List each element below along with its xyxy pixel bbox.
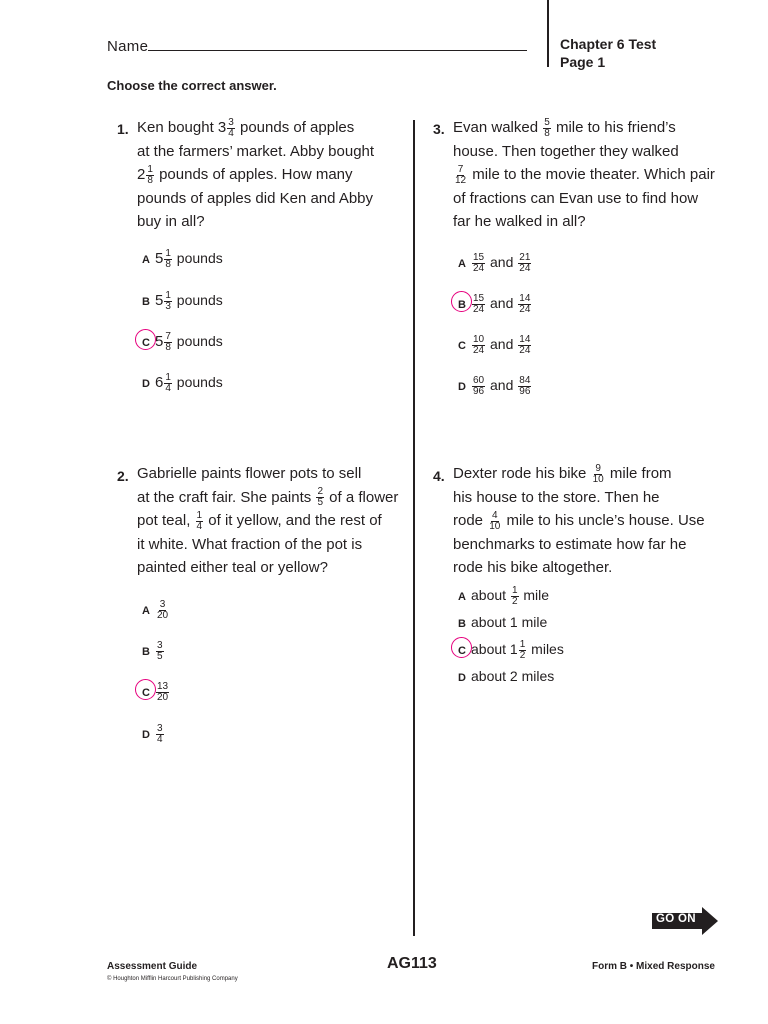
name-field[interactable] [148, 50, 527, 51]
question-2-number: 2. [117, 468, 129, 484]
q3-text-part: mile to the movie theater. Which pair [468, 166, 715, 183]
q4-choice-a[interactable] [453, 585, 549, 607]
q2-fraction: $\frac{2}{5}$ [317, 486, 323, 509]
q4-fraction: $\frac{9}{10}$ [592, 462, 604, 485]
q1-text-line: buy in all? [137, 213, 205, 230]
q2-text-part: of it yellow, and the rest of [204, 512, 382, 529]
q1-fraction: $\frac{1}{8}$ [147, 163, 153, 186]
choice-letter: D [142, 378, 150, 390]
choice-letter-selected: C [137, 683, 155, 703]
q1-choice-d[interactable] [137, 372, 223, 394]
question-3-number: 3. [433, 121, 445, 137]
q2-text-part: of a flower [325, 488, 399, 506]
q1-fraction: $\frac{3}{4}$ [228, 116, 234, 139]
q4-text-part: Dexter rode his bike [453, 465, 591, 482]
choice-fraction: $\frac{10}{24}$ [473, 333, 485, 356]
q4-text-line: benchmarks to estimate how far he [453, 535, 687, 553]
q3-choice-b[interactable] [453, 293, 532, 315]
q3-text-part: Evan walked [453, 119, 543, 136]
q4-text-part: mile to his uncle’s house. Use [502, 512, 705, 529]
choice-text: about 1 mile [471, 614, 548, 630]
choice-unit: pounds [172, 333, 223, 349]
q1-choice-a[interactable] [137, 248, 223, 270]
choice-fraction: $\frac{21}{24}$ [519, 251, 531, 274]
choice-letter-selected: C [453, 641, 471, 661]
q1-text-line: at the farmers’ market. Abby bought [137, 142, 375, 160]
go-on-button[interactable] [652, 907, 718, 935]
choice-letter-selected: C [137, 333, 155, 353]
chapter-heading [560, 35, 656, 71]
page-label: Page 1 [560, 54, 606, 70]
choice-whole: 6 [155, 374, 164, 391]
choice-and: and [486, 295, 518, 311]
footer-copyright: © Houghton Mifflin Harcourt Publishing Company [107, 976, 238, 982]
question-4-number: 4. [433, 468, 445, 484]
choice-text: miles [527, 641, 564, 657]
go-on-label: GO ON [656, 913, 696, 925]
choice-fraction: $\frac{60}{96}$ [473, 374, 485, 397]
choice-whole: 5 [155, 292, 164, 309]
q1-text-part: pounds of apples [235, 119, 355, 136]
choice-unit: pounds [172, 292, 223, 308]
choice-fraction: $\frac{15}{24}$ [473, 292, 485, 315]
choice-letter-selected: B [453, 295, 471, 315]
q2-choice-a[interactable] [137, 599, 170, 621]
question-3-text [453, 116, 718, 234]
choice-fraction: $\frac{1}{4}$ [165, 371, 171, 394]
chapter-title: Chapter 6 Test [560, 36, 657, 52]
question-2-text [137, 462, 402, 580]
choice-letter: D [458, 672, 466, 684]
choice-letter: D [142, 729, 150, 741]
q3-text-line: house. Then together they walked [453, 142, 679, 160]
choice-fraction: $\frac{1}{2}$ [519, 638, 526, 661]
q3-choice-a[interactable] [453, 252, 532, 274]
footer-assessment-guide: Assessment Guide [107, 961, 198, 972]
choice-letter: B [142, 646, 150, 658]
choice-text: about [471, 587, 510, 603]
q4-fraction: $\frac{4}{10}$ [489, 509, 501, 532]
q2-text-line: it white. What fraction of the pot is [137, 535, 363, 553]
choice-and: and [486, 336, 518, 352]
choice-fraction: $\frac{1}{8}$ [165, 247, 171, 270]
q2-choice-b[interactable] [137, 640, 165, 662]
choice-text: about 1 [471, 641, 518, 657]
choice-and: and [486, 377, 518, 393]
choice-letter: C [458, 340, 466, 352]
q3-choice-d[interactable] [453, 375, 532, 397]
q3-fraction: $\frac{7}{12}$ [455, 163, 467, 186]
choice-letter: A [458, 258, 466, 270]
question-1-number: 1. [117, 121, 129, 137]
q4-text-line: his house to the store. Then he [453, 488, 660, 506]
q2-text-part: pot teal, [137, 512, 195, 529]
q2-text-line: painted either teal or yellow? [137, 559, 328, 576]
q4-text-part: rode [453, 512, 488, 529]
choice-whole: 5 [155, 250, 164, 267]
choice-fraction: $\frac{13}{20}$ [157, 680, 169, 703]
q3-fraction: $\frac{5}{8}$ [544, 116, 550, 139]
q2-choice-c[interactable] [137, 681, 170, 703]
q1-text-part: pounds of apples. How many [154, 166, 353, 183]
q1-text-line: pounds of apples did Ken and Abby [137, 189, 374, 207]
q1-text-part: Ken bought 3 [137, 119, 227, 136]
page-number: AG113 [387, 955, 437, 972]
choice-fraction: $\frac{84}{96}$ [519, 374, 531, 397]
question-4-text [453, 462, 718, 580]
choice-unit: pounds [172, 374, 223, 390]
choice-fraction: $\frac{3}{5}$ [157, 639, 163, 662]
choice-fraction: $\frac{1}{3}$ [165, 289, 171, 312]
q3-text-part: mile to his friend’s [551, 119, 676, 136]
choice-letter: A [142, 605, 150, 617]
q4-choice-d[interactable] [453, 666, 554, 688]
q1-text-part: 2 [137, 166, 146, 183]
choice-fraction: $\frac{3}{4}$ [157, 722, 163, 745]
q2-text-part: at the craft fair. She paints [137, 488, 316, 506]
choice-text: about 2 miles [471, 668, 555, 684]
choice-letter: B [458, 618, 466, 630]
choice-letter: A [142, 254, 150, 266]
q3-text-line: far he walked in all? [453, 213, 586, 230]
choice-letter: A [458, 591, 466, 603]
choice-fraction: $\frac{15}{24}$ [473, 251, 485, 274]
choice-fraction: $\frac{1}{2}$ [511, 584, 518, 607]
choice-letter: B [142, 296, 150, 308]
q1-choice-b[interactable] [137, 290, 223, 312]
q4-choice-c[interactable] [453, 639, 564, 661]
name-label: Name [107, 38, 149, 55]
choice-fraction: $\frac{14}{24}$ [519, 333, 531, 356]
q1-choice-c[interactable] [137, 331, 223, 353]
choice-text: mile [519, 587, 550, 603]
q2-text-line: Gabrielle paints flower pots to sell [137, 465, 362, 482]
q4-text-line: rode his bike altogether. [453, 559, 613, 576]
instructions: Choose the correct answer. [107, 78, 277, 93]
choice-fraction: $\frac{14}{24}$ [519, 292, 531, 315]
choice-fraction: $\frac{3}{20}$ [157, 598, 169, 621]
choice-unit: pounds [172, 250, 223, 266]
choice-whole: 5 [155, 333, 164, 350]
column-divider [413, 120, 415, 936]
footer-form: Form B • Mixed Response [592, 961, 715, 972]
q4-text-part: mile from [605, 465, 672, 482]
q4-choice-b[interactable] [453, 612, 547, 634]
choice-and: and [486, 254, 518, 270]
q3-choice-c[interactable] [453, 334, 532, 356]
q2-choice-d[interactable] [137, 723, 165, 745]
choice-fraction: $\frac{7}{8}$ [165, 330, 171, 353]
header-divider [547, 0, 549, 67]
q3-text-line: of fractions can Evan use to find how [453, 189, 699, 207]
choice-letter: D [458, 381, 466, 393]
question-1-text [137, 116, 402, 234]
q2-fraction: $\frac{1}{4}$ [196, 509, 203, 532]
